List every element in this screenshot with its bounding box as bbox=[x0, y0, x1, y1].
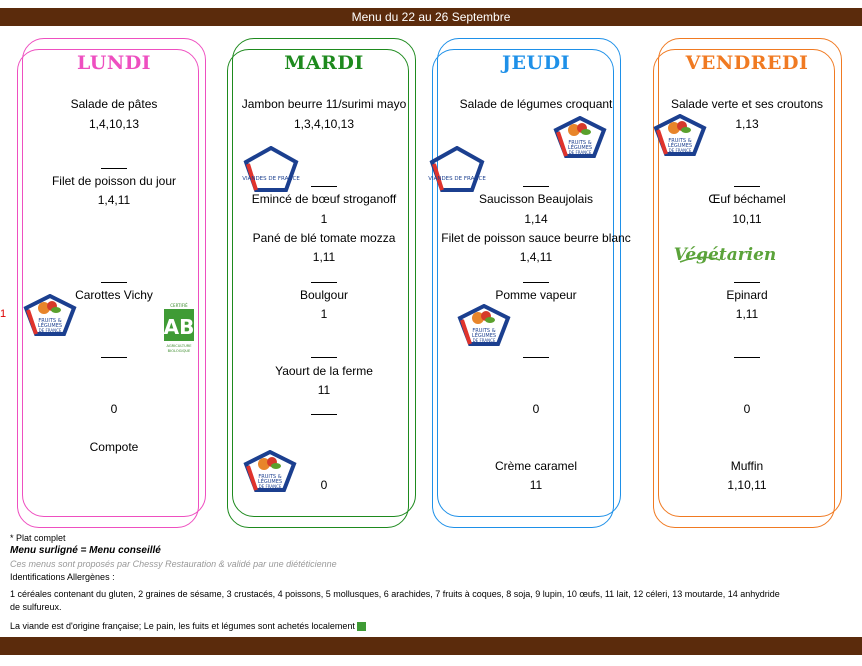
day-title-vendredi: VENDREDI bbox=[685, 52, 809, 74]
menu-title: Menu du 22 au 26 Septembre bbox=[351, 10, 511, 24]
separator bbox=[311, 357, 337, 358]
vegetarien-logo bbox=[670, 240, 780, 270]
svg-text:LÉGUMES: LÉGUMES bbox=[567, 145, 593, 151]
allergens-jeudi-3: 1,4,11 bbox=[519, 250, 553, 264]
allergens-jeudi-5: 0 bbox=[532, 402, 540, 416]
svg-text:CERTIFIÉ: CERTIFIÉ bbox=[170, 303, 188, 308]
svg-text:DE FRANCE: DE FRANCE bbox=[38, 328, 62, 333]
separator bbox=[101, 357, 127, 358]
allergens-mardi-2: 1 bbox=[320, 212, 328, 226]
viandes-de-france-logo bbox=[242, 146, 300, 194]
svg-text:LÉGUMES: LÉGUMES bbox=[257, 479, 283, 485]
dish-vendredi-5: Muffin bbox=[730, 459, 764, 473]
plat-complet-note: * Plat complet bbox=[10, 533, 66, 543]
allergens-mardi-3: 1,11 bbox=[312, 250, 336, 264]
separator bbox=[311, 282, 337, 283]
svg-text:BIOLOGIQUE: BIOLOGIQUE bbox=[167, 349, 191, 353]
dish-lundi-1: Salade de pâtes bbox=[70, 97, 158, 111]
allergens-mardi-5: 11 bbox=[317, 383, 331, 397]
svg-text:AB: AB bbox=[163, 315, 195, 339]
svg-text:LÉGUMES: LÉGUMES bbox=[37, 323, 63, 329]
fruits-legumes-de-france-logo bbox=[456, 304, 512, 350]
dish-jeudi-4: Pomme vapeur bbox=[495, 288, 577, 302]
separator bbox=[101, 282, 127, 283]
allergens-lundi-4: 0 bbox=[110, 402, 118, 416]
left-margin-marker: 1 bbox=[0, 308, 7, 320]
dish-vendredi-1: Salade verte et ses croutons bbox=[670, 97, 824, 111]
origin-note bbox=[10, 621, 366, 631]
allergen-list-cont: de sulfureux. bbox=[10, 602, 62, 612]
dish-mardi-5: Yaourt de la ferme bbox=[275, 364, 373, 378]
dish-jeudi-1: Salade de légumes croquant bbox=[459, 97, 613, 111]
dish-lundi-5: Compote bbox=[89, 440, 139, 454]
fruits-legumes-de-france-logo bbox=[242, 450, 298, 496]
svg-text:AGRICULTURE: AGRICULTURE bbox=[166, 344, 192, 348]
dish-jeudi-6: Crème caramel bbox=[494, 459, 578, 473]
fruits-legumes-de-france-logo bbox=[22, 294, 78, 340]
viandes-de-france-logo bbox=[428, 146, 486, 194]
svg-text:DE FRANCE: DE FRANCE bbox=[568, 150, 592, 155]
dish-mardi-3: Pané de blé tomate mozza bbox=[252, 231, 396, 245]
allergens-vendredi-1: 1,13 bbox=[735, 117, 759, 131]
fruits-legumes-de-france-logo bbox=[552, 116, 608, 162]
separator bbox=[734, 282, 760, 283]
allergens-vendredi-3: 1,11 bbox=[735, 307, 759, 321]
separator bbox=[734, 357, 760, 358]
svg-text:VIANDES DE FRANCE: VIANDES DE FRANCE bbox=[428, 176, 486, 182]
separator bbox=[523, 282, 549, 283]
day-title-jeudi: JEUDI bbox=[502, 52, 570, 74]
dish-jeudi-3: Filet de poisson sauce beurre blanc bbox=[441, 231, 631, 245]
svg-text:FRUITS &: FRUITS & bbox=[472, 328, 496, 334]
dish-vendredi-3: Epinard bbox=[726, 288, 768, 302]
separator bbox=[101, 168, 127, 169]
svg-text:DE FRANCE: DE FRANCE bbox=[258, 484, 282, 489]
agriculture-biologique-logo bbox=[162, 302, 196, 354]
allergens-mardi-6: 0 bbox=[320, 478, 328, 492]
allergen-list: 1 céréales contenant du gluten, 2 graines de sésame, 3 crustacés, 4 poissons, 5 mollusques, 6 arachides, 7 fruits à coques, 8 soja, 9 lupin, 10 œufs, 11 lait, 12 céleri, 13 moutarde, 14 anhydride bbox=[10, 589, 780, 599]
allergens-lundi-1: 1,4,10,13 bbox=[88, 117, 140, 131]
day-title-lundi: LUNDI bbox=[76, 52, 152, 74]
allergens-vendredi-5: 1,10,11 bbox=[727, 478, 767, 492]
svg-text:FRUITS &: FRUITS & bbox=[258, 474, 282, 480]
allergens-jeudi-2: 1,14 bbox=[524, 212, 548, 226]
dish-jeudi-2: Saucisson Beaujolais bbox=[478, 192, 594, 206]
svg-text:FRUITS &: FRUITS & bbox=[568, 140, 592, 146]
allergens-vendredi-4: 0 bbox=[743, 402, 751, 416]
separator bbox=[734, 186, 760, 187]
menu-title-bar bbox=[0, 8, 862, 26]
dish-mardi-1: Jambon beurre 11/surimi mayo bbox=[241, 97, 407, 111]
svg-text:DE FRANCE: DE FRANCE bbox=[472, 338, 496, 343]
allergens-vendredi-2: 10,11 bbox=[732, 212, 762, 226]
menu-conseille-note: Menu surligné = Menu conseillé bbox=[10, 545, 161, 556]
separator bbox=[311, 414, 337, 415]
allergens-mardi-4: 1 bbox=[320, 307, 328, 321]
allergens-lundi-2: 1,4,11 bbox=[97, 193, 131, 207]
separator bbox=[523, 357, 549, 358]
svg-text:FRUITS &: FRUITS & bbox=[668, 138, 692, 144]
dietician-note: Ces menus sont proposés par Chessy Restauration & validé par une diététicienne bbox=[10, 559, 337, 569]
dish-mardi-2: Emincé de bœuf stroganoff bbox=[251, 192, 397, 206]
svg-text:Végétarien: Végétarien bbox=[673, 245, 777, 265]
svg-text:LÉGUMES: LÉGUMES bbox=[667, 143, 693, 149]
bio-mini-icon bbox=[357, 622, 366, 631]
separator bbox=[523, 186, 549, 187]
origin-text: La viande est d'origine française; Le pain, les fuits et légumes sont achetés localement bbox=[10, 621, 355, 631]
svg-text:FRUITS &: FRUITS & bbox=[38, 318, 62, 324]
allergens-jeudi-6: 11 bbox=[529, 478, 543, 492]
svg-text:DE FRANCE: DE FRANCE bbox=[668, 148, 692, 153]
svg-text:LÉGUMES: LÉGUMES bbox=[471, 333, 497, 339]
bottom-bar bbox=[0, 637, 862, 655]
allergen-title: Identifications Allergènes : bbox=[10, 572, 115, 582]
svg-text:VIANDES DE FRANCE: VIANDES DE FRANCE bbox=[242, 176, 300, 182]
dish-mardi-4: Boulgour bbox=[299, 288, 349, 302]
dish-vendredi-2: Œuf béchamel bbox=[708, 192, 786, 206]
fruits-legumes-de-france-logo bbox=[652, 114, 708, 160]
separator bbox=[311, 186, 337, 187]
dish-lundi-2: Filet de poisson du jour bbox=[51, 174, 177, 188]
day-title-mardi: MARDI bbox=[284, 52, 364, 74]
dish-lundi-3: Carottes Vichy bbox=[75, 288, 153, 302]
allergens-mardi-1: 1,3,4,10,13 bbox=[293, 117, 355, 131]
